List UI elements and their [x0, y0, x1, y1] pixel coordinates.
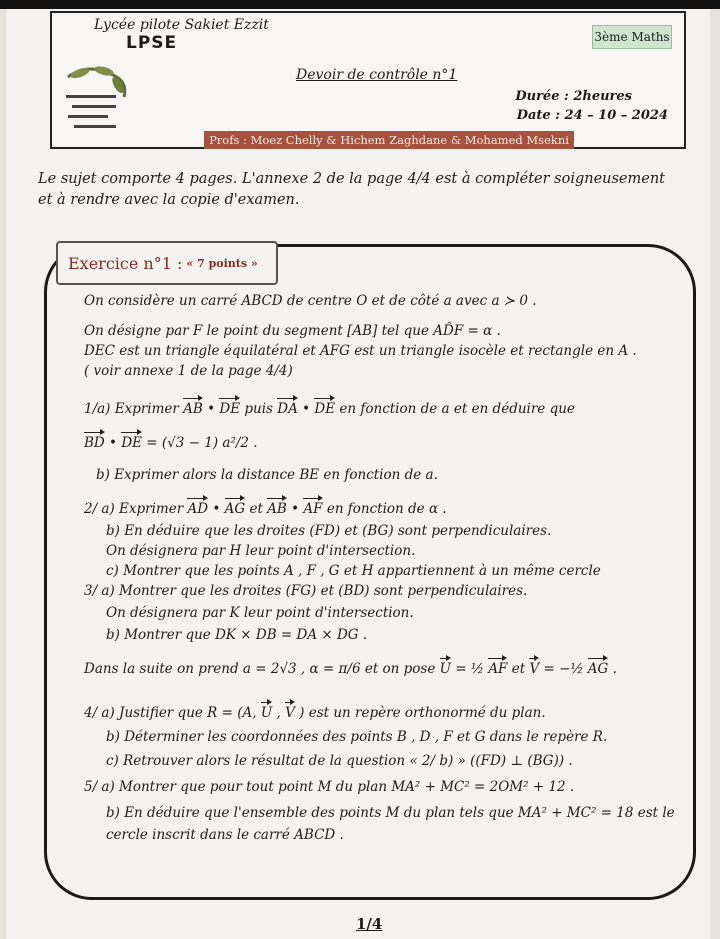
school-acronym: LPSE — [126, 33, 178, 53]
statement-line-4: ( voir annexe 1 de la page 4/4) — [84, 363, 293, 379]
q1a-prefix: 1/a) Exprimer — [84, 401, 179, 417]
vector-af: AF — [303, 501, 323, 517]
q2a-prefix: 2/ a) Exprimer — [84, 501, 184, 517]
question-5b-cont: cercle inscrit dans le carré ABCD . — [106, 827, 344, 843]
question-3a-note: On désignera par K leur point d'intersection. — [106, 605, 414, 621]
vector-ab-2: AB — [267, 501, 287, 517]
q4a-prefix: 4/ a) Justifier que R = (A, — [84, 705, 257, 721]
question-5b: b) En déduire que l'ensemble des points M du plan tels que MA² + MC² = 18 est le — [106, 805, 675, 821]
question-2a — [84, 501, 447, 517]
dot-4: • — [212, 501, 221, 517]
vector-de-3: DE — [121, 435, 142, 451]
vector-de-2: DE — [314, 401, 336, 417]
suite-v-coef: = −½ — [543, 661, 584, 677]
vector-de: DE — [219, 401, 241, 417]
top-dark-bar — [0, 0, 720, 9]
ministry-logo-icon — [58, 57, 134, 141]
exam-duration: Durée : 2heures — [515, 89, 632, 104]
suite-prefix: Dans la suite on prend a = 2√3 , α = π/6 et on pose — [84, 661, 436, 677]
question-4c: c) Retrouver alors le résultat de la question « 2/ b) » ((FD) ⊥ (BG)) . — [106, 753, 573, 769]
question-1a-result — [84, 435, 258, 451]
vector-ad: AD — [187, 501, 209, 517]
vector-bd: BD — [84, 435, 105, 451]
dot-3: • — [109, 435, 118, 451]
vector-v-2: V — [285, 705, 295, 721]
exam-page — [6, 9, 710, 939]
question-4b: b) Déterminer les coordonnées des points B , D , F et G dans le repère R. — [106, 729, 608, 745]
suite-et: et — [511, 661, 526, 677]
class-badge: 3ème Maths — [592, 25, 672, 49]
exercise-title-text: Exercice n°1 : — [68, 253, 183, 273]
vector-ag: AG — [224, 501, 246, 517]
vector-ag-2: AG — [587, 661, 609, 677]
suite-statement — [84, 661, 617, 677]
question-2b-note: On désignera par H leur point d'intersection. — [106, 543, 416, 559]
question-5a: 5/ a) Montrer que pour tout point M du plan MA² + MC² = 2OM² + 12 . — [84, 779, 575, 795]
vector-da: DA — [277, 401, 298, 417]
q2a-suffix: en fonction de α . — [326, 501, 447, 517]
page-number: 1/4 — [356, 915, 383, 933]
q2a-et: et — [249, 501, 263, 517]
vector-ab: AB — [183, 401, 203, 417]
suite-end: . — [612, 661, 617, 677]
question-3b: b) Montrer que DK × DB = DA × DG . — [106, 627, 368, 643]
vector-v: V — [529, 661, 540, 677]
question-3a: 3/ a) Montrer que les droites (FG) et (BD) sont perpendiculaires. — [84, 583, 528, 599]
statement-line-3: DEC est un triangle équilatéral et AFG est un triangle isocèle et rectangle en A . — [84, 343, 637, 359]
exercise-points: « 7 points » — [186, 256, 258, 270]
question-1b: b) Exprimer alors la distance BE en fonction de a. — [96, 467, 438, 483]
q1a-result-value: = (√3 − 1) a²/2 . — [146, 435, 258, 451]
suite-u-coef: = ½ — [455, 661, 485, 677]
question-1a — [84, 401, 575, 417]
school-name: Lycée pilote Sakiet Ezzit — [94, 17, 269, 33]
q4a-comma: , — [276, 705, 281, 721]
vector-u: U — [439, 661, 452, 677]
exam-header — [50, 11, 686, 149]
question-4a — [84, 705, 546, 721]
q1a-puis: puis — [244, 401, 273, 417]
statement-line-2: On désigne par F le point du segment [AB] tel que AD̂F = α . — [84, 323, 501, 339]
intro-text: Le sujet comporte 4 pages. L'annexe 2 de la page 4/4 est à compléter soigneusement et à rendre avec la copie d'examen. — [38, 171, 666, 208]
exam-title: Devoir de contrôle n°1 — [296, 67, 458, 83]
dot-5: • — [291, 501, 300, 517]
question-2c: c) Montrer que les points A , F , G et H appartiennent à un même cercle — [106, 563, 601, 579]
exercise-title — [56, 241, 278, 285]
teachers-banner: Profs : Moez Chelly & Hichem Zaghdane & Mohamed Msekni — [204, 131, 574, 149]
q4a-suffix: ) est un repère orthonormé du plan. — [299, 705, 546, 721]
dot-1: • — [207, 401, 216, 417]
question-2b: b) En déduire que les droites (FD) et (BG) sont perpendiculaires. — [106, 523, 552, 539]
exam-date: Date : 24 – 10 – 2024 — [516, 108, 668, 123]
statement-line-1: On considère un carré ABCD de centre O et de côté a avec a ≻ 0 . — [84, 293, 537, 309]
q1a-suffix: en fonction de a et en déduire que — [339, 401, 575, 417]
vector-af-2: AF — [488, 661, 508, 677]
vector-u-2: U — [260, 705, 273, 721]
dot-2: • — [302, 401, 311, 417]
